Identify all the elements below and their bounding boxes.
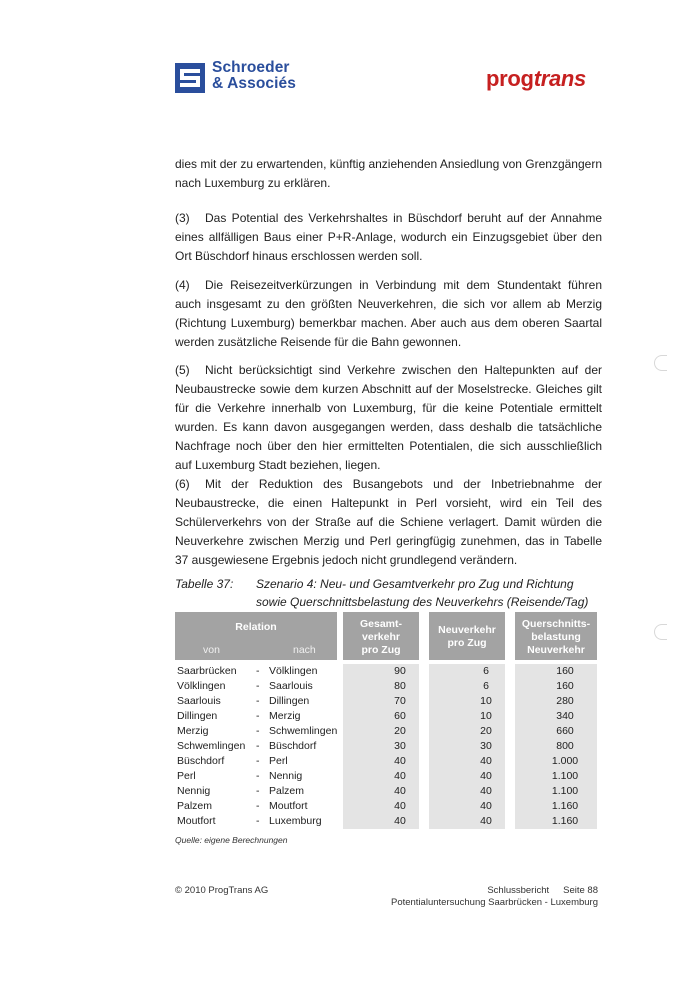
cell-dash: - [256, 755, 260, 767]
cell-to: Büschdorf [269, 740, 317, 752]
table-body [175, 664, 597, 829]
table-row [175, 769, 597, 784]
footer-copyright: © 2010 ProgTrans AG [175, 885, 269, 896]
cell-from: Merzig [177, 725, 209, 737]
progtrans-suffix: trans [533, 66, 586, 91]
cell-to: Moutfort [269, 800, 308, 812]
table-header [175, 612, 597, 660]
cell-querschnitt: 280 [556, 695, 574, 707]
cell-querschnitt: 800 [556, 740, 574, 752]
punch-hole-mark [654, 624, 667, 640]
cell-dash: - [256, 800, 260, 812]
cell-gesamtverkehr: 40 [394, 800, 406, 812]
cell-querschnitt: 660 [556, 725, 574, 737]
cell-to: Völklingen [269, 665, 318, 677]
cell-to: Perl [269, 755, 288, 767]
cell-from: Saarbrücken [177, 665, 237, 677]
header-gesamtverkehr [343, 612, 419, 660]
cell-neuverkehr: 40 [480, 755, 492, 767]
cell-gesamtverkehr: 80 [394, 680, 406, 692]
logo-line2: & Associés [212, 75, 296, 92]
cell-to: Palzem [269, 785, 305, 797]
cell-querschnitt: 1.160 [551, 815, 579, 827]
header-neuverkehr [429, 612, 505, 660]
cell-neuverkehr: 10 [480, 710, 492, 722]
progtrans-prefix: prog [486, 66, 534, 91]
header-gesamtverkehr-label: Gesamt- verkehr pro Zug [359, 618, 402, 656]
schroeder-associes-logo [175, 60, 300, 98]
paragraph-text: Mit der Reduktion des Busangebots und der Inbetriebnahme der Neubaustrecke, die einen Haltepunkt in Perl vorsieht, wird ein Teil des Schülerverkehrs von der Straße auf die Schiene verlagert. Damit würden die Neuverkehre zwischen Merzig und Perl geringfügig zunehmen, das in Tabelle 37 ausgewiesene Ergebnis jedoch nicht grundlegend verändern. [175, 477, 602, 567]
cell-from: Büschdorf [177, 755, 225, 767]
cell-dash: - [256, 770, 260, 782]
cell-dash: - [256, 695, 260, 707]
cell-neuverkehr: 40 [480, 770, 492, 782]
table-row [175, 709, 597, 724]
paragraph-3 [175, 209, 602, 266]
cell-to: Schwemlingen [269, 725, 338, 737]
table-row [175, 724, 597, 739]
cell-neuverkehr: 30 [480, 740, 492, 752]
table-caption-label: Tabelle 37: [175, 577, 234, 591]
table-row [175, 739, 597, 754]
header-von: von [203, 644, 220, 656]
table-row [175, 799, 597, 814]
cell-gesamtverkehr: 20 [394, 725, 406, 737]
cell-neuverkehr: 6 [483, 680, 489, 692]
cell-dash: - [256, 740, 260, 752]
cell-querschnitt: 1.100 [551, 785, 579, 797]
paragraph-text: dies mit der zu erwartenden, künftig anziehenden Ansiedlung von Grenzgängern nach Luxemburg zu erklären. [175, 157, 602, 190]
paragraph-continued [175, 155, 602, 193]
table-row [175, 694, 597, 709]
footer-info [330, 885, 598, 909]
cell-gesamtverkehr: 40 [394, 755, 406, 767]
paragraph-number: (6) [175, 477, 190, 491]
paragraph-text: Das Potential des Verkehrshaltes in Büschdorf beruht auf der Annahme eines allfälligen Baus einer P+R-Anlage, wodurch ein Einzugsgebiet über den Ort Büschdorf hinaus erschlossen werden soll. [175, 211, 602, 263]
table-source: Quelle: eigene Berechnungen [175, 835, 288, 845]
cell-neuverkehr: 10 [480, 695, 492, 707]
table-row [175, 784, 597, 799]
header-relation-label: Relation [235, 621, 277, 633]
cell-from: Völklingen [177, 680, 226, 692]
cell-querschnitt: 160 [556, 665, 574, 677]
cell-gesamtverkehr: 90 [394, 665, 406, 677]
paragraph-text: Nicht berücksichtigt sind Verkehre zwischen den Haltepunkten auf der Neubaustrecke sowie dem kurzen Abschnitt auf der Moselstrecke. Gleiches gilt für die Verkehre innerhalb von Luxemburg, für die keine Potentiale ermittelt wurden. Es kann davon ausgegangen werden, dass deshalb die tatsächliche Nachfrage noch über den hier ermittelten Potentialen, die sich ausschließlich auf Luxemburg Stadt beziehen, liegen. [175, 363, 602, 472]
cell-gesamtverkehr: 40 [394, 785, 406, 797]
paragraph-5 [175, 361, 602, 475]
logo-line1: Schroeder [212, 59, 290, 76]
cell-gesamtverkehr: 70 [394, 695, 406, 707]
table-caption-text: Szenario 4: Neu- und Gesamtverkehr pro Zug und Richtung sowie Querschnittsbelastung des Neuverkehrs (Reisende/Tag) [256, 577, 589, 609]
cell-querschnitt: 1.160 [551, 800, 579, 812]
cell-neuverkehr: 40 [480, 785, 492, 797]
footer-doc-type: Schlussbericht [487, 885, 550, 896]
cell-from: Perl [177, 770, 196, 782]
cell-neuverkehr: 40 [480, 815, 492, 827]
table-row [175, 664, 597, 679]
cell-dash: - [256, 710, 260, 722]
table-row [175, 814, 597, 829]
cell-from: Moutfort [177, 815, 216, 827]
header-neuverkehr-label: Neuverkehr pro Zug [438, 624, 496, 649]
cell-dash: - [256, 665, 260, 677]
sa-logo-icon [175, 63, 205, 93]
table-row [175, 754, 597, 769]
cell-to: Dillingen [269, 695, 310, 707]
cell-gesamtverkehr: 40 [394, 770, 406, 782]
cell-dash: - [256, 815, 260, 827]
cell-querschnitt: 1.100 [551, 770, 579, 782]
footer-page: Seite 88 [563, 885, 598, 896]
paragraph-6 [175, 475, 602, 570]
cell-dash: - [256, 785, 260, 797]
cell-to: Merzig [269, 710, 301, 722]
cell-neuverkehr: 6 [483, 665, 489, 677]
paragraph-text: Die Reisezeitverkürzungen in Verbindung mit dem Stundentakt führen auch insgesamt zu den größten Neuverkehren, die sich vor allem ab Merzig (Richtung Luxemburg) bemerkbar machen. Aber auch aus dem oberen Saartal werden zusätzliche Reisende für die Bahn gewonnen. [175, 278, 602, 349]
cell-from: Saarlouis [177, 695, 221, 707]
cell-gesamtverkehr: 40 [394, 815, 406, 827]
paragraph-number: (5) [175, 363, 190, 377]
punch-hole-mark [654, 355, 667, 371]
cell-to: Nennig [269, 770, 303, 782]
footer-subtitle: Potentialuntersuchung Saarbrücken - Luxemburg [390, 897, 598, 908]
header-nach: nach [293, 644, 316, 656]
cell-from: Nennig [177, 785, 211, 797]
cell-neuverkehr: 20 [480, 725, 492, 737]
cell-gesamtverkehr: 30 [394, 740, 406, 752]
cell-from: Dillingen [177, 710, 218, 722]
data-table [175, 612, 597, 827]
table-row [175, 679, 597, 694]
cell-neuverkehr: 40 [480, 800, 492, 812]
header-querschnitt-label: Querschnitts- belastung Neuverkehr [521, 618, 591, 656]
paragraph-number: (3) [175, 211, 190, 225]
cell-to: Luxemburg [269, 815, 322, 827]
header-relation [175, 612, 337, 660]
cell-from: Palzem [177, 800, 213, 812]
progtrans-logo [486, 66, 586, 92]
cell-to: Saarlouis [269, 680, 313, 692]
cell-dash: - [256, 725, 260, 737]
cell-gesamtverkehr: 60 [394, 710, 406, 722]
cell-dash: - [256, 680, 260, 692]
header-querschnitt [515, 612, 597, 660]
cell-querschnitt: 160 [556, 680, 574, 692]
paragraph-number: (4) [175, 278, 190, 292]
cell-querschnitt: 340 [556, 710, 574, 722]
paragraph-4 [175, 276, 602, 352]
cell-from: Schwemlingen [177, 740, 246, 752]
cell-querschnitt: 1.000 [551, 755, 579, 767]
